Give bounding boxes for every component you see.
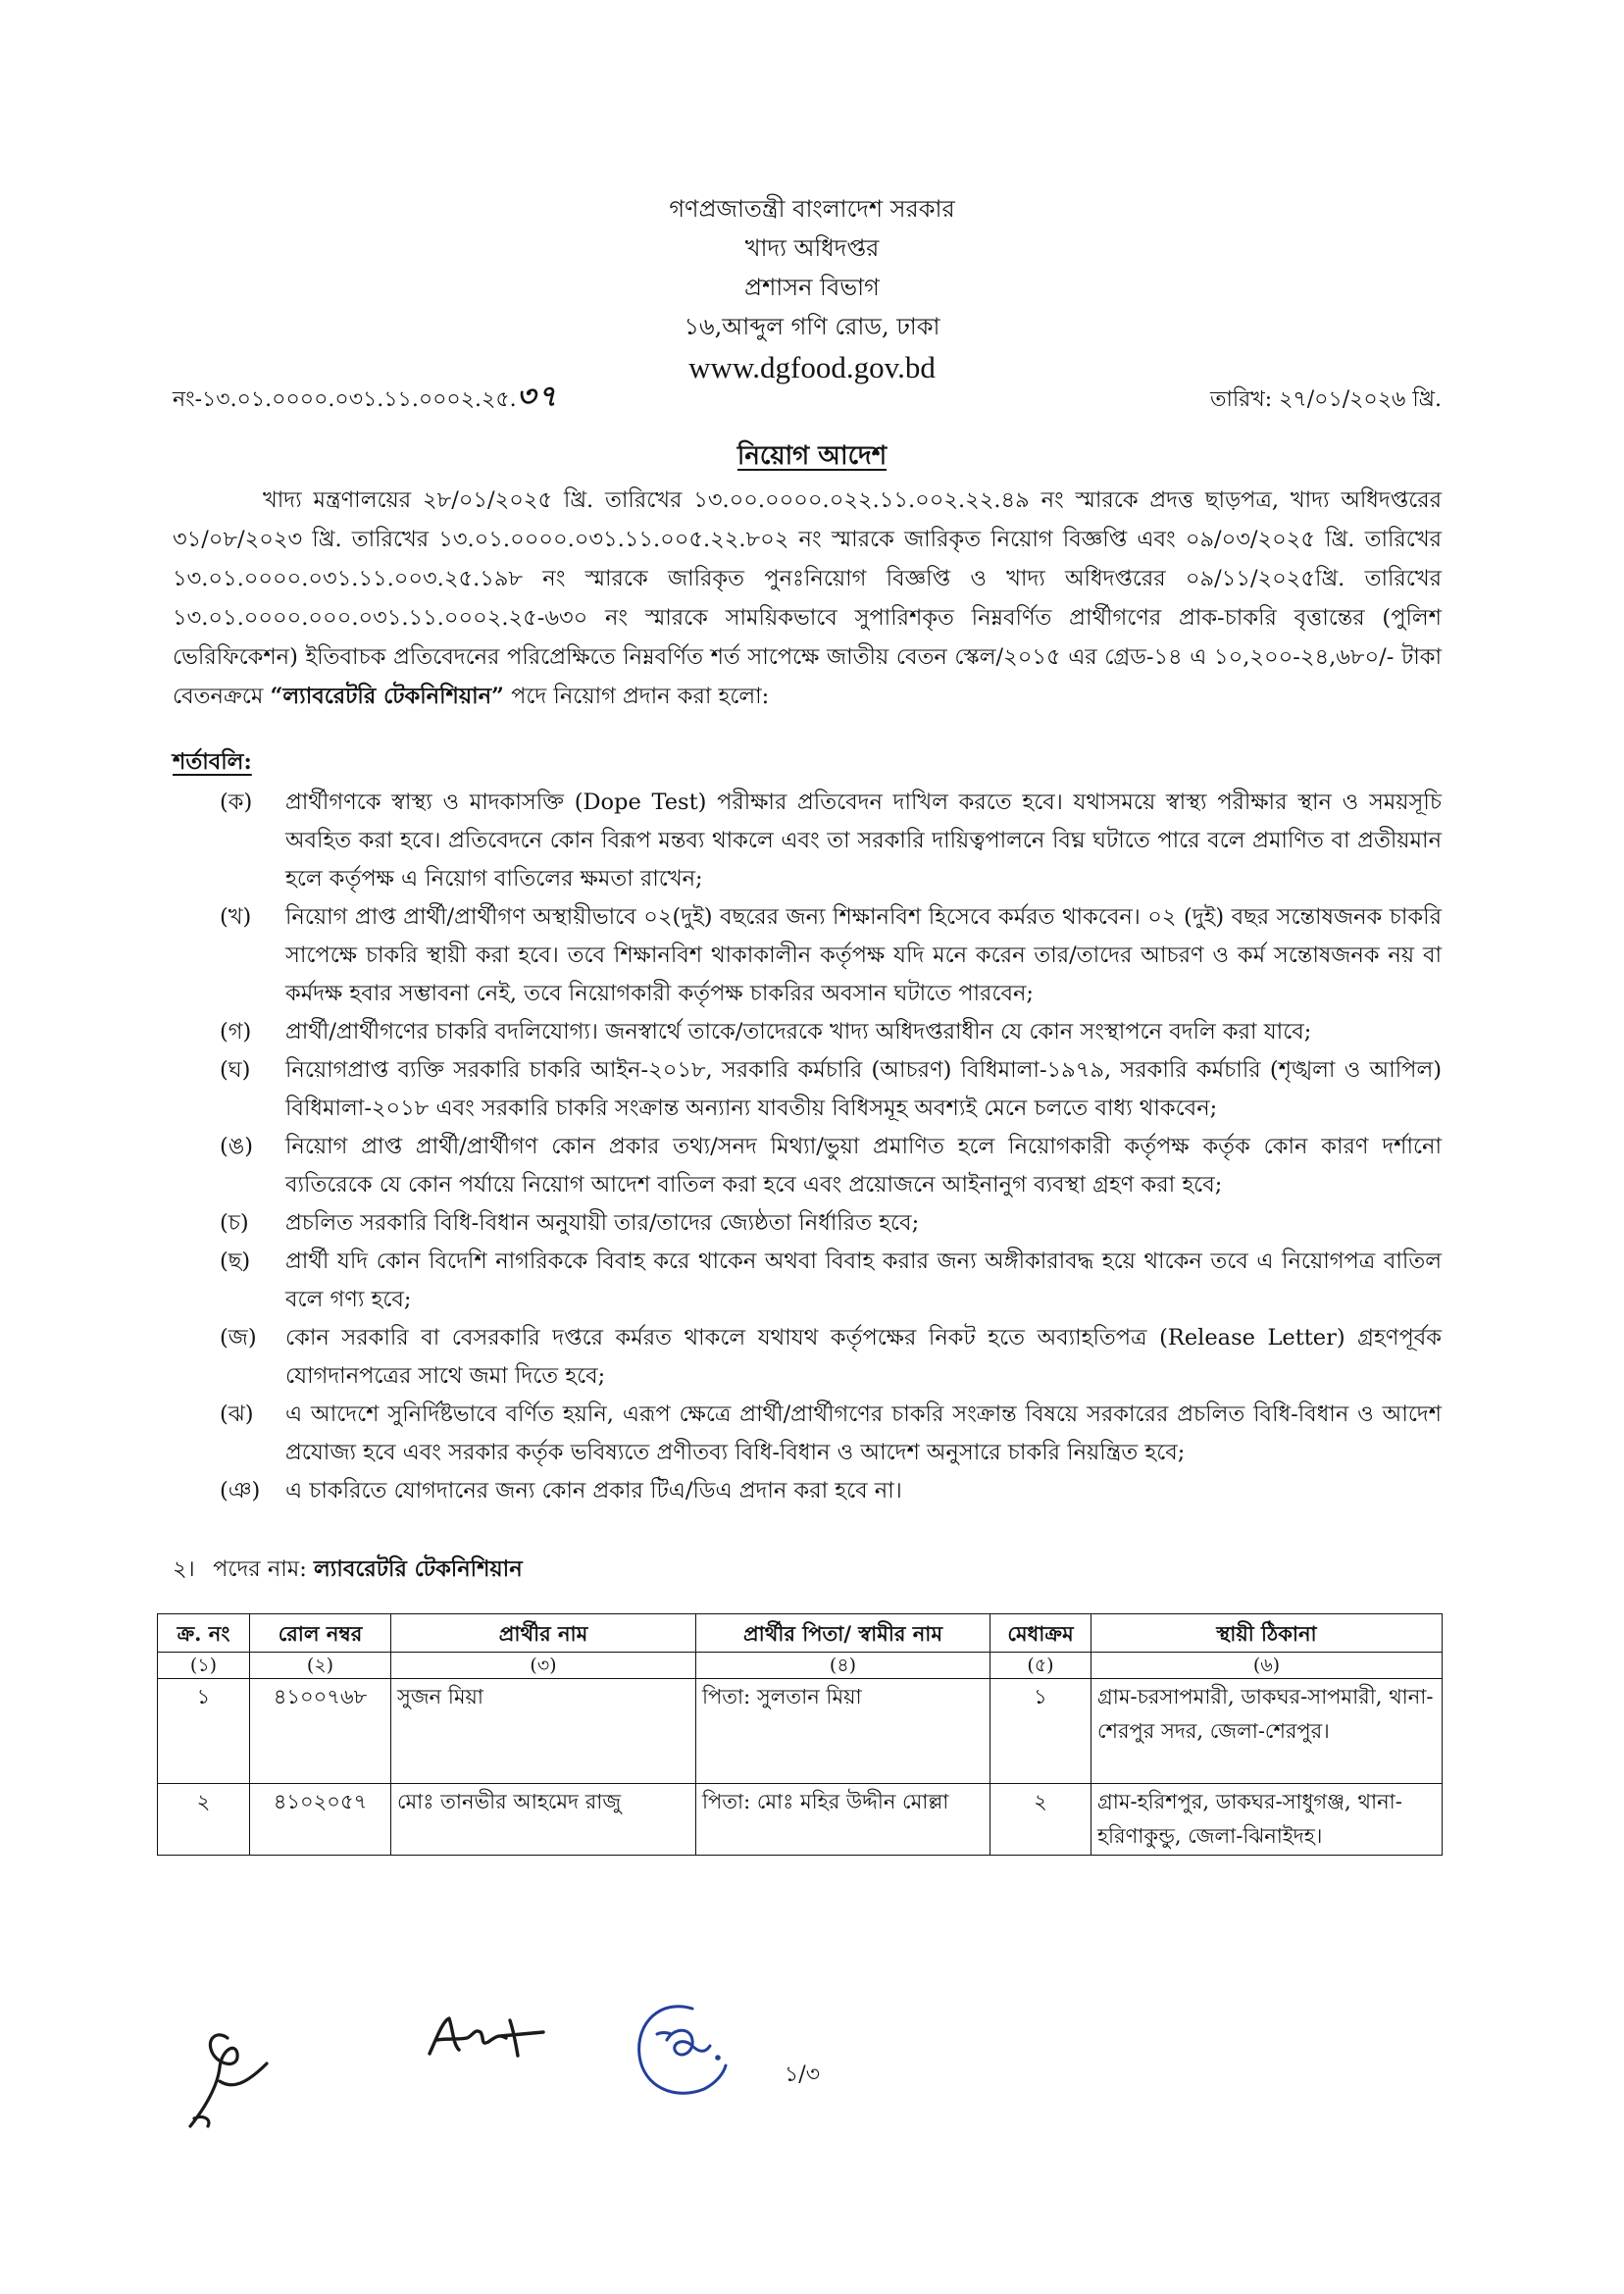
memo-number [173,379,559,419]
post-name-label: পদের নাম: [213,1556,307,1582]
memo-number-printed: নং-১৩.০১.০০০০.০৩১.১১.০০০২.২৫. [173,387,517,412]
cell-roll: ৪১০০৭৬৮ [250,1679,391,1784]
website-link[interactable]: www.dgfood.gov.bd [688,350,936,384]
post-name-value: ল্যাবরেটরি টেকনিশিয়ান [314,1556,523,1582]
section-number: ২। [173,1556,195,1582]
condition-label: (ঙ) [220,1134,254,1159]
condition-text: কোন সরকারি বা বেসরকারি দপ্তরে কর্মরত থাকলে যথাযথ কর্তৃপক্ষের নিকট হতে অব্যাহতিপত্র (Release Letter) গ্রহণপূর্বক যোগদানপত্রের সাথে জমা দিতে হবে; [285,1325,1442,1389]
table-row [158,1784,1443,1856]
table-header-row [158,1614,1443,1653]
condition-item [220,1013,1442,1051]
cell-merit: ২ [990,1784,1091,1856]
cell-name: মোঃ তানভীর আহমেদ রাজু [391,1784,696,1856]
column-number: (২) [250,1653,391,1679]
condition-item [220,1204,1442,1243]
condition-label: (ছ) [220,1249,251,1274]
condition-item [220,1396,1442,1472]
column-number: (১) [158,1653,250,1679]
condition-text: প্রার্থী/প্রার্থীগণের চাকরি বদলিযোগ্য। জনস্বার্থে তাকে/তাদেরকে খাদ্য অধিদপ্তরাধীন যে কোন সংস্থাপনে বদলি করা যাবে; [285,1019,1312,1045]
post-title-quoted: “ল্যাবরেটরি টেকনিশিয়ান” [270,684,504,709]
office-address: ১৬,আব্দুল গণি রোড, ঢাকা [684,313,940,340]
cell-address: গ্রাম-হরিশপুর, ডাকঘর-সাধুগঞ্জ, থানা-হরিণাকুন্ডু, জেলা-ঝিনাইদহ। [1091,1784,1443,1856]
conditions-heading: শর্তাবলি: [173,749,252,775]
column-header-roll: রোল নম্বর [250,1614,391,1653]
post-name-line [173,1550,1442,1589]
condition-label: (গ) [220,1019,252,1045]
signature-left [182,2024,280,2134]
conditions-list [220,784,1442,1510]
candidates-table [157,1613,1443,1856]
document-title: নিয়োগ আদেশ [736,441,888,471]
condition-label: (ঝ) [220,1402,254,1427]
division-name: প্রশাসন বিভাগ [744,274,880,301]
condition-text: নিয়োগপ্রাপ্ত ব্যক্তি সরকারি চাকরি আইন-২০১৮, সরকারি কর্মচারি (আচরণ) বিধিমালা-১৯৭৯, সরকারি কর্মচারি (শৃঙ্খলা ও আপিল) বিধিমালা-২০১৮ এবং সরকারি চাকরি সংক্রান্ত অন্যান্য যাবতীয় বিধিসমূহ অবশ্যই মেনে চলতে বাধ্য থাকবেন; [285,1057,1442,1121]
signature-right [628,1995,734,2107]
condition-label: (ঞ) [220,1478,261,1504]
intro-text: খাদ্য মন্ত্রণালয়ের ২৮/০১/২০২৫ খ্রি. তারিখের ১৩.০০.০০০০.০২২.১১.০০২.২২.৪৯ নং স্মারকে প্রদত্ত ছাড়পত্র, খাদ্য অধিদপ্তরের ৩১/০৮/২০২৩ খ্রি. তারিখের ১৩.০১.০০০০.০৩১.১১.০০৫.২২.৮০২ নং স্মারকে জারিকৃত নিয়োগ বিজ্ঞপ্তি এবং ০৯/০৩/২০২৫ খ্রি. তারিখের ১৩.০১.০০০০.০৩১.১১.০০৩.২৫.১৯৮ নং স্মারকে জারিকৃত পুনঃনিয়োগ বিজ্ঞপ্তি ও খাদ্য অধিদপ্তরের ০৯/১১/২০২৫খ্রি. তারিখের ১৩.০১.০০০০.০০০.০৩১.১১.০০০২.২৫-৬৩০ নং স্মারকে সাময়িকভাবে সুপারিশকৃত নিম্নবর্ণিত প্রার্থীগণের প্রাক-চাকরি বৃত্তান্তের (পুলিশ ভেরিফিকেশন) ইতিবাচক প্রতিবেদনের পরিপ্রেক্ষিতে নিম্নবর্ণিত শর্ত সাপেক্ষে জাতীয় বেতন স্কেল/২০১৫ এর গ্রেড-১৪ এ ১০,২০০-২৪,৬৮০/- টাকা বেতনক্রমে [173,487,1442,709]
cell-roll: ৪১০২০৫৭ [250,1784,391,1856]
condition-text: প্রার্থীগণকে স্বাস্থ্য ও মাদকাসক্তি (Dope Test) পরীক্ষার প্রতিবেদন দাখিল করতে হবে। যথাসময়ে স্বাস্থ্য পরীক্ষার স্থান ও সময়সূচি অবহিত করা হবে। প্রতিবেদনে কোন বিরূপ মন্তব্য থাকলে এবং তা সরকারি দায়িত্বপালনে বিঘ্ন ঘটাতে পারে বলে প্রমাণিত বা প্রতীয়মান হলে কর্তৃপক্ষ এ নিয়োগ বাতিলের ক্ষমতা রাখেন; [285,790,1442,892]
column-number: (৩) [391,1653,696,1679]
page-number: ১/৩ [785,2063,820,2087]
cell-guardian: পিতা: সুলতান মিয়া [696,1679,990,1784]
condition-item [220,1472,1442,1510]
condition-text: নিয়োগ প্রাপ্ত প্রার্থী/প্রার্থীগণ কোন প্রকার তথ্য/সনদ মিথ্যা/ভুয়া প্রমাণিত হলে নিয়োগকারী কর্তৃপক্ষ কর্তৃক কোন কারণ দর্শানো ব্যতিরেকে যে কোন পর্যায়ে নিয়োগ আদেশ বাতিল করা হবে এবং প্রয়োজনে আইনানুগ ব্যবস্থা গ্রহণ করা হবে; [285,1134,1442,1198]
condition-item [220,1128,1442,1204]
column-header-name: প্রার্থীর নাম [391,1614,696,1653]
condition-label: (চ) [220,1210,249,1236]
condition-label: (ক) [220,790,253,815]
condition-text: এ চাকরিতে যোগদানের জন্য কোন প্রকার টিএ/ডিএ প্রদান করা হবে না। [285,1478,902,1504]
condition-item [220,1319,1442,1396]
cell-serial: ২ [158,1784,250,1856]
condition-text: প্রচলিত সরকারি বিধি-বিধান অনুযায়ী তার/তাদের জ্যেষ্ঠতা নির্ধারিত হবে; [285,1210,920,1236]
signature-middle [424,2011,549,2064]
intro-paragraph [173,481,1442,716]
column-number: (৪) [696,1653,990,1679]
cell-name: সুজন মিয়া [391,1679,696,1784]
cell-address: গ্রাম-চরসাপমারী, ডাকঘর-সাপমারী, থানা-শেরপুর সদর, জেলা-শেরপুর। [1091,1679,1443,1784]
condition-item [220,898,1442,1013]
condition-item [220,1051,1442,1128]
table-row [158,1679,1443,1784]
condition-label: (ঘ) [220,1057,251,1083]
column-header-guardian: প্রার্থীর পিতা/ স্বামীর নাম [696,1614,990,1653]
column-header-address: স্থায়ী ঠিকানা [1091,1614,1443,1653]
memo-number-handwritten: ৩৭ [516,380,559,414]
letterhead [0,189,1624,389]
column-header-merit: মেধাক্রম [990,1614,1091,1653]
directorate-name: খাদ্য অধিদপ্তর [744,234,880,262]
table-column-number-row [158,1653,1443,1679]
condition-text: নিয়োগ প্রাপ্ত প্রার্থী/প্রার্থীগণ অস্থায়ীভাবে ০২(দুই) বছরের জন্য শিক্ষানবিশ হিসেবে কর্মরত থাকবেন। ০২ (দুই) বছর সন্তোষজনক চাকরি সাপেক্ষে চাকরি স্থায়ী করা হবে। তবে শিক্ষানবিশ থাকাকালীন কর্তৃপক্ষ যদি মনে করেন তার/তাদের আচরণ ও কর্ম সন্তোষজনক নয় বা কর্মদক্ষ হবার সম্ভাবনা নেই, তবে নিয়োগকারী কর্তৃপক্ষ চাকরির অবসান ঘটাতে পারবেন; [285,904,1442,1006]
column-number: (৫) [990,1653,1091,1679]
column-header-serial: ক্র. নং [158,1614,250,1653]
column-number: (৬) [1091,1653,1443,1679]
condition-label: (জ) [220,1325,257,1351]
condition-item [220,784,1442,898]
intro-text-end: পদে নিয়োগ প্রদান করা হলো: [503,684,770,709]
condition-item [220,1243,1442,1319]
memo-row [173,379,1442,419]
condition-text: এ আদেশে সুনির্দিষ্টভাবে বর্ণিত হয়নি, এরূপ ক্ষেত্রে প্রার্থী/প্রার্থীগণের চাকরি সংক্রান্ত বিষয়ে সরকারের প্রচলিত বিধি-বিধান ও আদেশ প্রযোজ্য হবে এবং সরকার কর্তৃক ভবিষ্যতে প্রণীতব্য বিধি-বিধান ও আদেশ অনুসারে চাকরি নিয়ন্ত্রিত হবে; [285,1402,1442,1465]
cell-serial: ১ [158,1679,250,1784]
government-name: গণপ্রজাতন্ত্রী বাংলাদেশ সরকার [669,195,955,223]
condition-text: প্রার্থী যদি কোন বিদেশি নাগরিককে বিবাহ করে থাকেন অথবা বিবাহ করার জন্য অঙ্গীকারাবদ্ধ হয়ে থাকেন তবে এ নিয়োগপত্র বাতিল বলে গণ্য হবে; [285,1249,1442,1312]
cell-merit: ১ [990,1679,1091,1784]
document-body [173,481,1442,1856]
condition-label: (খ) [220,904,252,930]
cell-guardian: পিতা: মোঃ মহির উদ্দীন মোল্লা [696,1784,990,1856]
memo-date: তারিখ: ২৭/০১/২০২৬ খ্রি. [1209,387,1442,412]
